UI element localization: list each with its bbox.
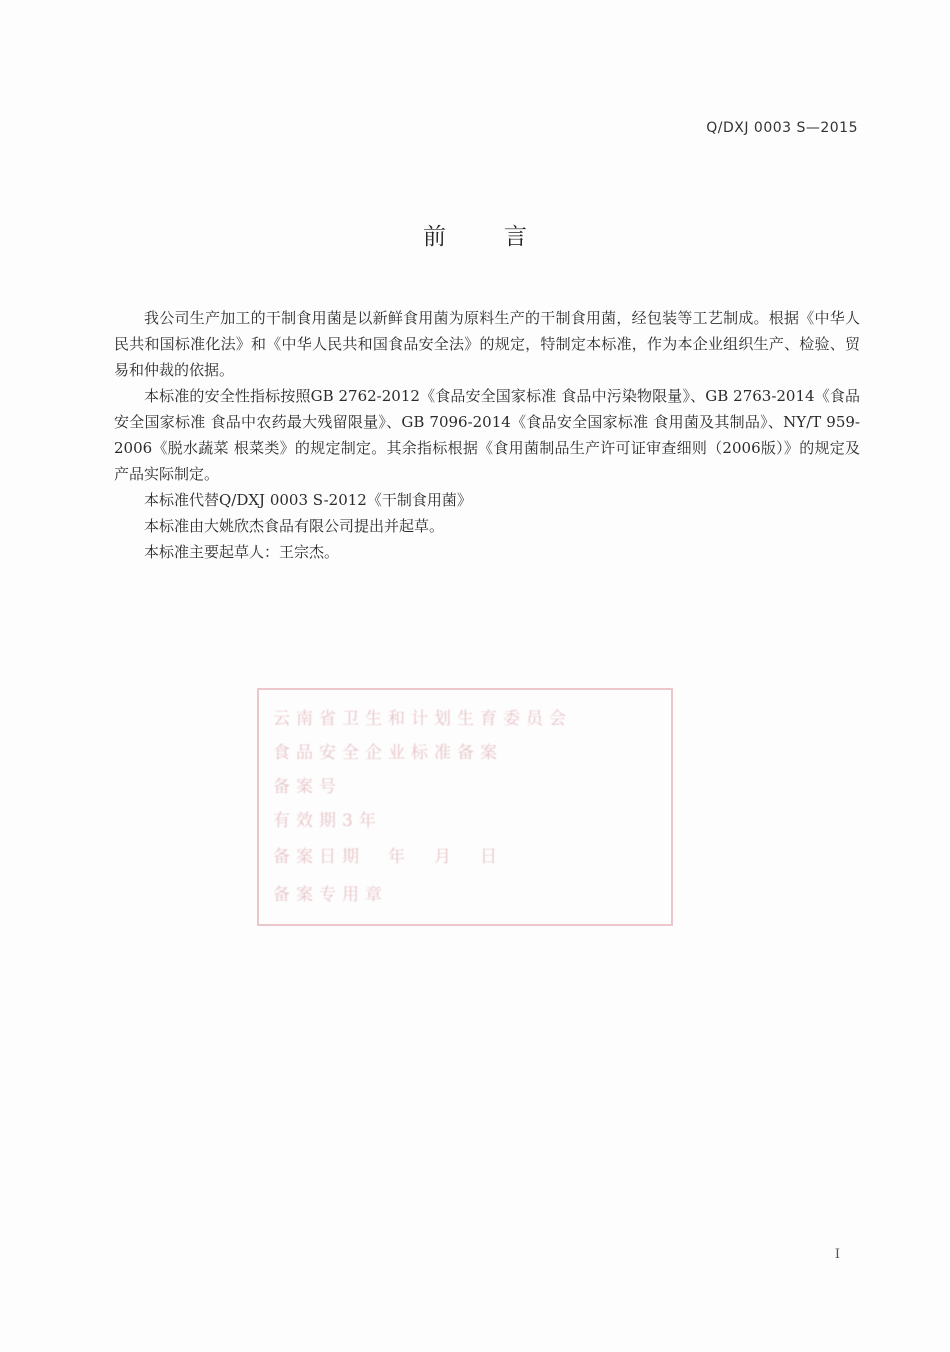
paragraph-drafter: 本标准主要起草人：王宗杰。 [144, 543, 340, 561]
page-title: 前言 [423, 224, 585, 250]
stamp-line: 备案专用章 [273, 885, 388, 905]
paragraph-intro: 我公司生产加工的干制食用菌是以新鲜食用菌为原料生产的干制食用菌，经包装等工艺制成。根据《中华人民共和国标准化法》和《中华人民共和国食品安全法》的规定，特制定本标准，作为本企业组织生产、检验、贸易和仲裁的依据。 [114, 309, 860, 379]
stamp-line: 有效期3年 [273, 811, 382, 831]
paragraph-replaces: 本标准代替Q/DXJ 0003 S-2012《干制食用菌》 [144, 491, 472, 509]
paragraph-safety-indicators: 本标准的安全性指标按照GB 2762-2012《食品安全国家标准 食品中污染物限量》、GB 2763-2014《食品安全国家标准 食品中农药最大残留限量》、GB 7096-2014《食品安全国家标准 食用菌及其制品》、NY/T 959-2006《脱水蔬菜 根菜类》的规定制定。其余指标根据《食用菌制品生产许可证审查细则（2006版）》的规定及产品实际制定。 [114, 387, 860, 483]
stamp-line: 备案日期 年 月 日 [273, 847, 503, 867]
standard-code: Q/DXJ 0003 S—2015 [706, 120, 858, 136]
paragraph-proposer: 本标准由大姚欣杰食品有限公司提出并起草。 [144, 517, 445, 535]
stamp-line: 云南省卫生和计划生育委员会 [273, 709, 572, 729]
stamp-line: 备案号 [273, 777, 342, 797]
foreword-body [114, 305, 860, 565]
filing-stamp [257, 688, 673, 926]
stamp-line: 食品安全企业标准备案 [273, 743, 503, 763]
page-number: I [834, 1247, 840, 1262]
